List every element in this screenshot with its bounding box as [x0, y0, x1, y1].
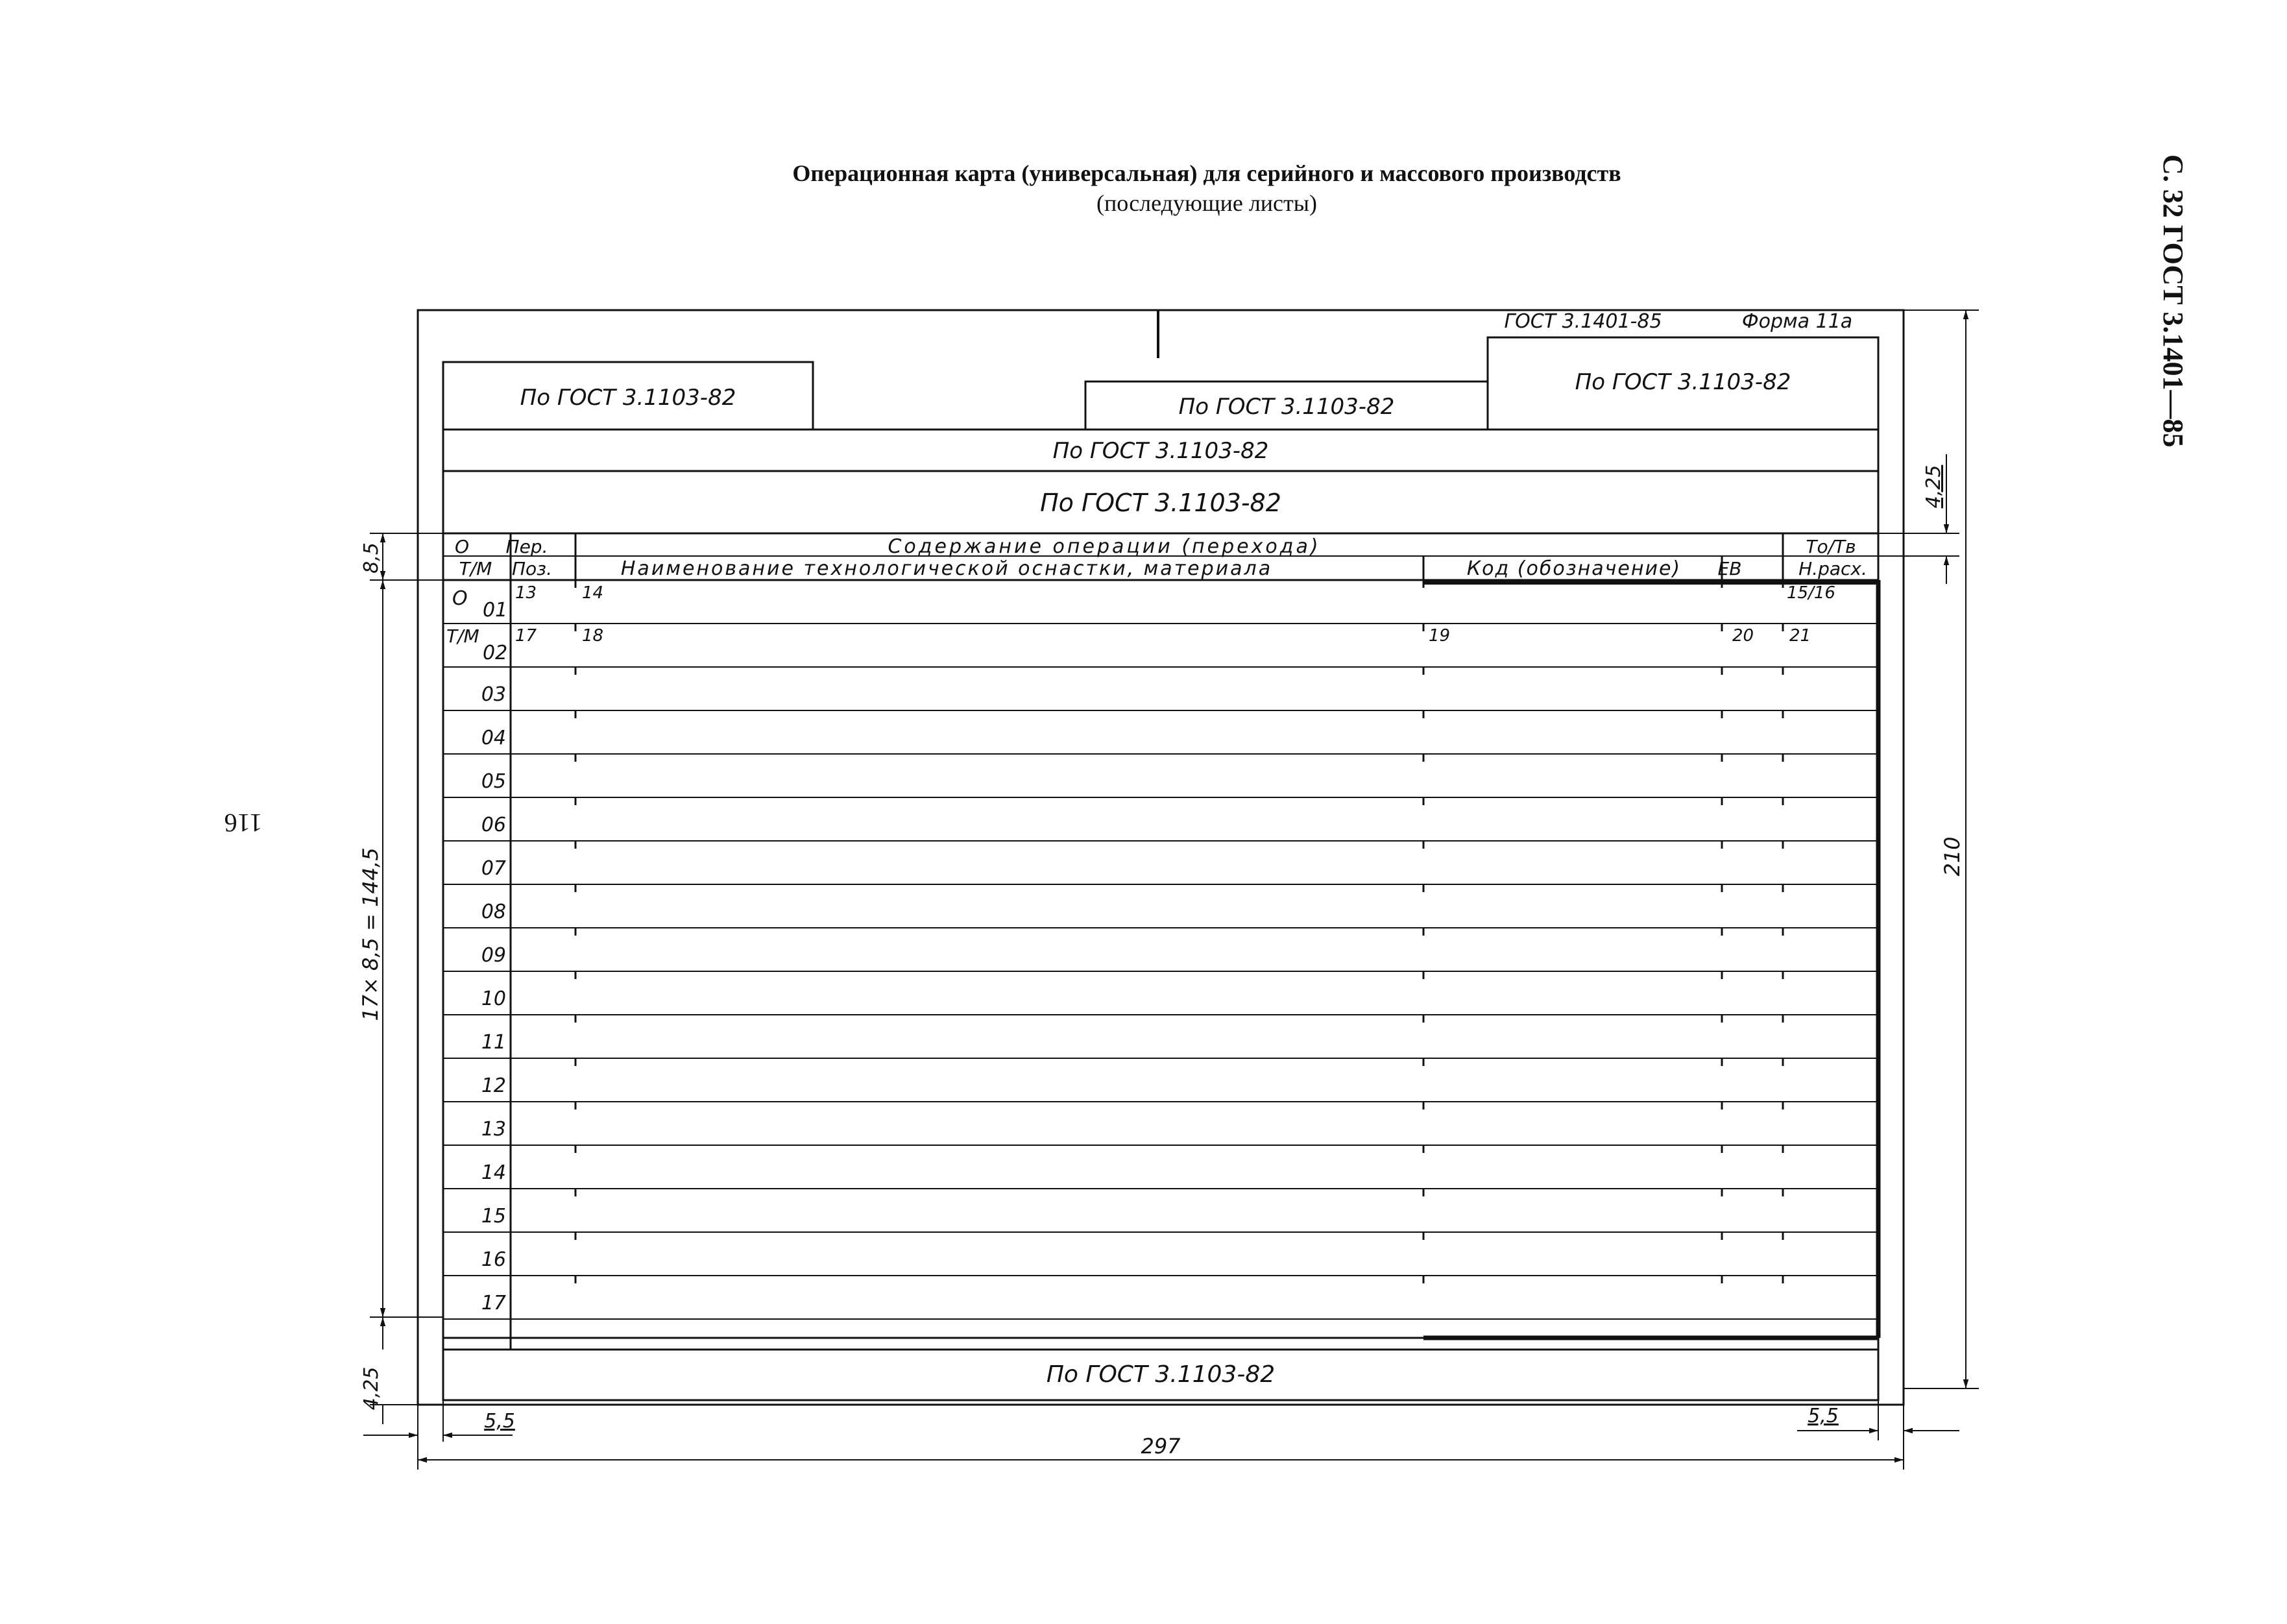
table-grid: [443, 533, 1878, 1350]
row-number: 06: [481, 814, 506, 836]
dim-total-width-label: 297: [1141, 1434, 1181, 1459]
form-standard: ГОСТ 3.1401-85: [1504, 310, 1662, 333]
dim-bottom-margin-label: 4,25: [360, 1366, 383, 1411]
row-number: 05: [481, 770, 506, 793]
ref-block-middle-label: По ГОСТ 3.1103-82: [1178, 394, 1395, 420]
ref-row-2-label: По ГОСТ 3.1103-82: [1040, 489, 1281, 517]
row-number: 03: [481, 683, 506, 706]
dim-rows-height-label: 17× 8,5 = 144,5: [358, 847, 383, 1021]
row2-type: Т/М: [446, 625, 479, 647]
row-number: 07: [481, 857, 506, 880]
hdr-col4-top: То/Тв: [1806, 536, 1856, 557]
row-number: 10: [481, 988, 506, 1010]
row1-type: О: [452, 587, 468, 610]
row2-field-b: 18: [582, 626, 604, 646]
row2-num: 02: [483, 642, 508, 664]
ref-block-right-label: По ГОСТ 3.1103-82: [1575, 369, 1791, 395]
ref-bottom-label: По ГОСТ 3.1103-82: [1046, 1361, 1276, 1388]
row-number: 12: [481, 1074, 506, 1097]
page-number: 116: [224, 808, 263, 838]
page-title: Операционная карта (универсальная) для серийного и массового производств: [792, 160, 1621, 186]
row-number: 17: [481, 1292, 506, 1315]
dim-right-margin-label: 5,5: [1808, 1405, 1839, 1427]
row-number: 09: [481, 944, 506, 967]
row-number: 08: [481, 901, 506, 923]
form-name: Форма 11а: [1741, 310, 1853, 333]
row-number: 15: [481, 1205, 506, 1228]
row-number: 13: [481, 1118, 506, 1141]
row1-field-c: 15/16: [1787, 583, 1835, 603]
row-number: 14: [481, 1161, 506, 1184]
row-numbers: [481, 683, 506, 1315]
hdr-col1-top: О: [454, 536, 470, 557]
page-subtitle: (последующие листы): [1096, 190, 1317, 216]
row1-field-a: 13: [515, 583, 537, 603]
dim-header-height-label: 8,5: [360, 542, 383, 574]
row1-field-b: 14: [582, 583, 604, 603]
row2-field-d: 20: [1732, 626, 1754, 646]
dim-top-margin-label: 4,25: [1922, 465, 1945, 509]
hdr-col5-bottom: ЕВ: [1717, 558, 1742, 579]
hdr-col2-bottom: Поз.: [512, 558, 552, 579]
dim-left-margin-label: 5,5: [484, 1410, 515, 1433]
side-header-text: С. 32 ГОСТ 3.1401—85: [2157, 154, 2189, 448]
row-number: 11: [481, 1031, 506, 1054]
hdr-col2-top: Пер.: [505, 536, 548, 557]
hdr-col3-top: Содержание операции (перехода): [888, 535, 1321, 558]
row2-field-a: 17: [515, 626, 537, 646]
hdr-col6-bottom: Н.расх.: [1798, 558, 1867, 579]
hdr-col4-bottom: Код (обозначение): [1466, 557, 1682, 580]
row2-field-e: 21: [1789, 626, 1811, 646]
dim-total-height-label: 210: [1940, 836, 1965, 877]
sheet-frame: [418, 310, 1904, 1405]
row1-num: 01: [483, 599, 508, 622]
row2-field-c: 19: [1429, 626, 1451, 646]
row-number: 16: [481, 1248, 506, 1271]
row-number: 04: [481, 727, 506, 749]
ref-block-left-label: По ГОСТ 3.1103-82: [520, 385, 736, 411]
ref-row-1-label: По ГОСТ 3.1103-82: [1052, 438, 1269, 464]
hdr-col3-bottom: Наименование технологической оснастки, материала: [620, 557, 1273, 580]
hdr-col1-bottom: Т/М: [459, 558, 492, 579]
